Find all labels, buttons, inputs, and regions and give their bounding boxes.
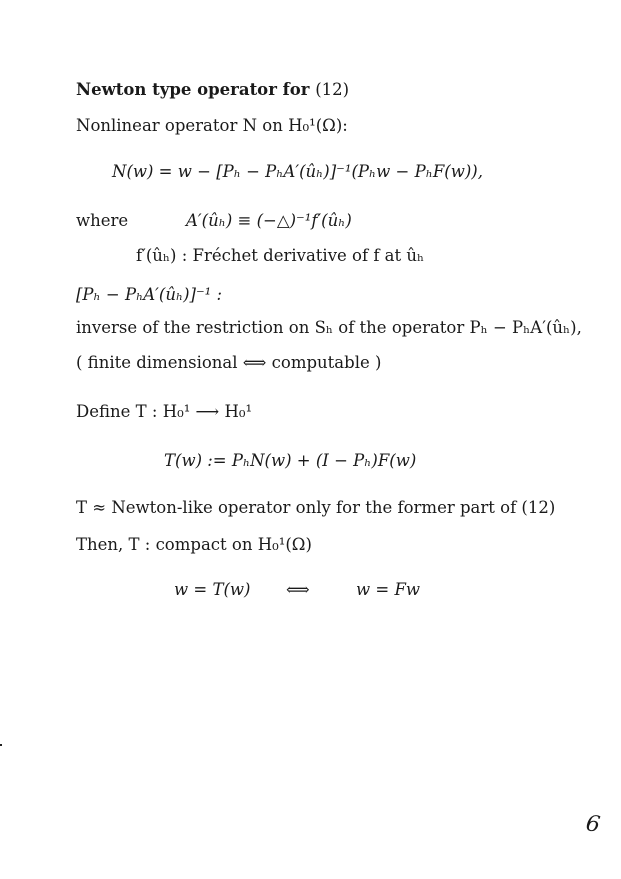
margin-mark (0, 744, 2, 746)
define-t-line: Define T : H₀¹ ⟶ H₀¹ (76, 402, 253, 421)
heading (76, 82, 349, 99)
inverse-restriction-line: inverse of the restriction on Sₕ of the operator Pₕ − PₕA′(ûₕ), (76, 318, 582, 337)
heading-text: Newton type operator for (76, 80, 310, 99)
newton-like-line: T ≈ Newton-like operator only for the former part of (12) (76, 498, 556, 517)
inverse-operator-label: [Pₕ − PₕA′(ûₕ)]⁻¹ : (76, 285, 223, 304)
newton-operator-equation: N(w) = w − [Pₕ − PₕA′(ûₕ)]⁻¹(Pₕw − PₕF(w)), (112, 162, 483, 181)
heading-ref: (12) (315, 80, 350, 99)
where-label: where (76, 211, 129, 230)
t-definition-equation: T(w) := PₕN(w) + (I − Pₕ)F(w) (164, 451, 417, 470)
page-number: 6 (584, 811, 602, 838)
compact-line: Then, T : compact on H₀¹(Ω) (76, 535, 312, 554)
fixed-point-right: w = Fw (356, 580, 421, 599)
nonlinear-operator-line: Nonlinear operator N on H₀¹(Ω): (76, 116, 348, 135)
finite-computable-line: ( finite dimensional ⟺ computable ) (76, 353, 382, 372)
frechet-derivative-line: f′(ûₕ) : Fréchet derivative of f at ûₕ (136, 246, 425, 265)
derivative-definition: A′(ûₕ) ≡ (−△)⁻¹f′(ûₕ) (186, 211, 352, 230)
equivalence-arrow: ⟺ (286, 580, 310, 599)
fixed-point-left: w = T(w) (174, 580, 251, 599)
